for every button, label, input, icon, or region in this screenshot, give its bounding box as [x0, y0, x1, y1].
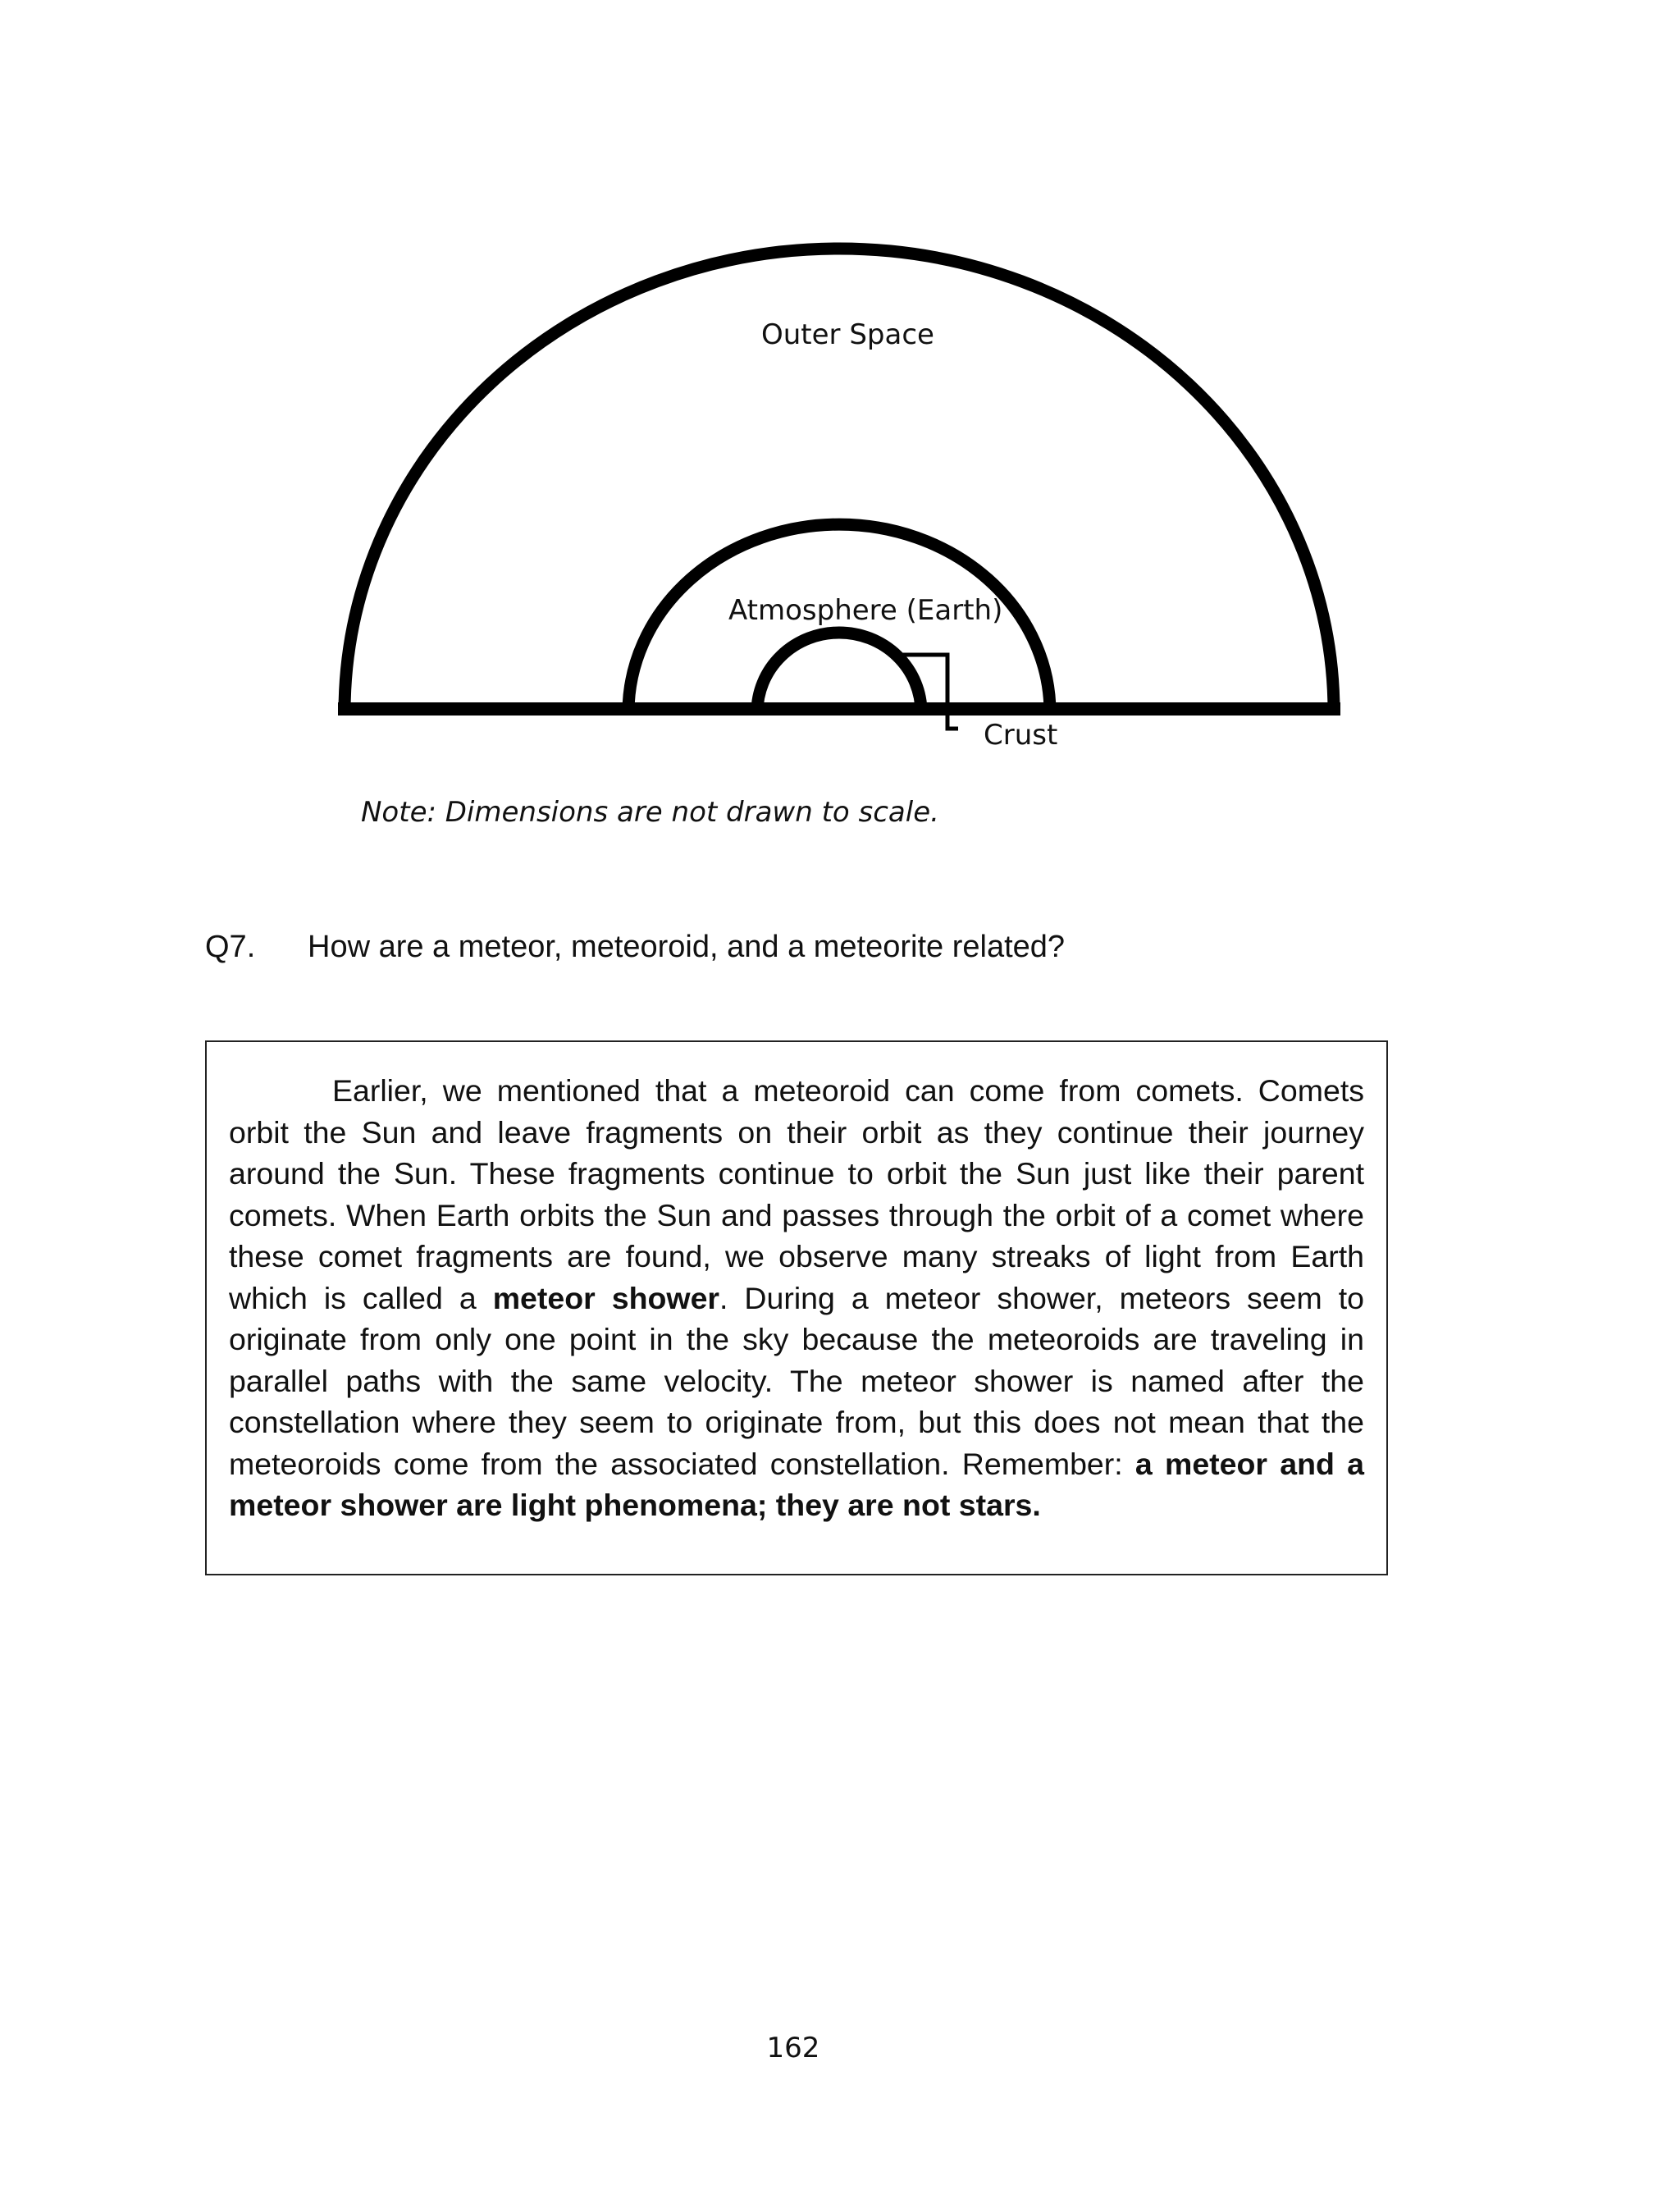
question-line	[205, 930, 1065, 965]
layers-diagram	[0, 0, 1680, 886]
outer-space-label: Outer Space	[761, 318, 934, 351]
scale-note: Note: Dimensions are not drawn to scale.	[361, 796, 939, 829]
answer-bold-remember: a meteor and a meteor shower are light phenomena; they are not stars.	[229, 1446, 1364, 1522]
page-number: 162	[766, 2032, 820, 2064]
crust-label: Crust	[984, 719, 1058, 752]
answer-paragraph	[229, 1070, 1364, 1526]
answer-box	[205, 1040, 1388, 1575]
answer-text-part-1: Earlier, we mentioned that a meteoroid can come from comets. Comets orbit the Sun and leave fragments on their orbit as they continue their journey around the Sun. These fragments continue to orbit the Sun just like their parent comets. When Earth orbits the Sun and passes through the orbit of a comet where these comet fragments are found, we observe many streaks of light from Earth which is called a	[229, 1073, 1364, 1315]
question-text: How are a meteor, meteoroid, and a meteorite related?	[308, 930, 1066, 964]
question-number: Q7.	[205, 930, 256, 964]
atmosphere-label: Atmosphere (Earth)	[728, 594, 1003, 627]
answer-bold-meteor-shower: meteor shower	[492, 1280, 720, 1315]
crust-arc	[757, 633, 921, 712]
layers-diagram-drawing	[0, 0, 1680, 886]
answer-text-part-2: . During a meteor shower, meteors seem to originate from only one point in the sky because the meteoroids are traveling in parallel paths with the same velocity. The meteor shower is named after the constellation where they seem to originate from, but this does not mean that the meteoroids come from the associated constellation. Remember:	[229, 1280, 1365, 1481]
